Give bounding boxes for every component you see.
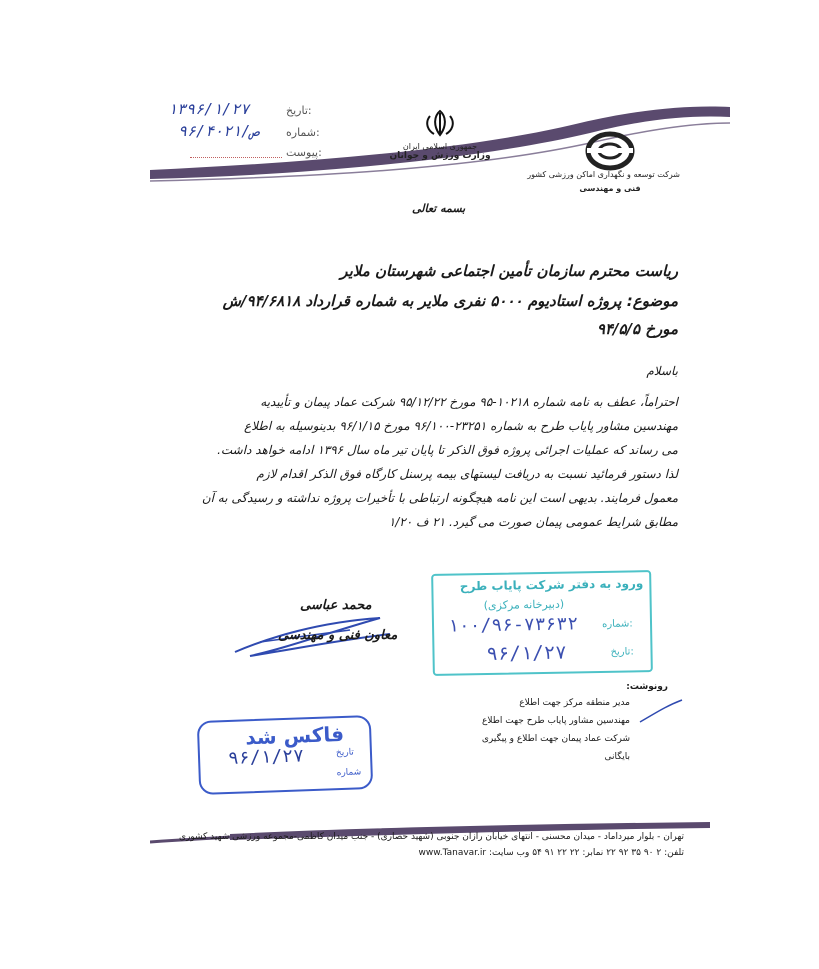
company-logo: [585, 130, 635, 172]
received-stamp-line1: ورود به دفتر شرکت پایاب طرح: [459, 576, 644, 594]
fax-stamp-title: فاکس شد: [244, 721, 345, 750]
received-date-label: تاریخ:: [610, 646, 634, 658]
signer-name: محمد عباسی: [300, 598, 372, 613]
received-stamp-line2: (دبیرخانه مرکزی): [483, 597, 565, 613]
fax-stamp: [197, 715, 373, 795]
invocation: بسمه تعالی: [412, 202, 466, 215]
cc-item-2: مهندسین مشاور پایاب طرح جهت اطلاع: [482, 716, 630, 726]
greeting: باسلام: [646, 364, 678, 378]
cc-item-3: شرکت عماد پیمان جهت اطلاع و پیگیری: [481, 734, 630, 744]
body-line-4: لذا دستور فرمائید نسبت به دریافت لیستهای بیمه پرسنل کارگاه فوق الذکر اقدام لازم: [256, 467, 678, 481]
ministry-line2: وزارت ورزش و جوانان: [389, 151, 491, 161]
received-stamp: [431, 570, 653, 676]
cc-heading: رونوشت:: [626, 682, 668, 692]
number-label: شماره:: [286, 126, 320, 139]
subject-line1: موضوع: پروژه استادیوم ۵۰۰۰ نفری ملایر به شماره قرارداد ۹۴/۶۸۱۸/ش: [222, 292, 678, 310]
ministry-block: [385, 108, 495, 168]
attachment-label: پیوست:: [286, 146, 322, 159]
subject-line2: مورخ ۹۴/۵/۵: [596, 320, 678, 338]
date-value: ۱۳۹۶/۱/۲۷: [168, 100, 250, 118]
attachment-dots: [190, 156, 282, 158]
company-line1: شرکت توسعه و نگهداری اماکن ورزشی کشور: [527, 170, 680, 179]
body-line-5: معمول فرمایند. بدیهی است این نامه هیچگونه ارتباطی با تأخیرات پروژه نداشته و رسیدگی به آن: [201, 491, 678, 505]
cc-check-mark: [636, 696, 686, 726]
footer-contact: تلفن: ۲ ۹۰ ۳۵ ۹۲ ۲۲ نمابر: ۲۲ ۲۲ ۹۱ ۵۴ وب سایت: www.Tanavar.ir: [418, 848, 684, 858]
cc-item-4: بایگانی: [604, 752, 630, 762]
date-label: تاریخ:: [286, 104, 312, 117]
fax-date-label: تاریخ: [335, 747, 355, 759]
fax-number-label: شماره: [336, 767, 362, 779]
letter-meta: [168, 100, 328, 170]
recipient: ریاست محترم سازمان تأمین اجتماعی شهرستان ملایر: [340, 262, 678, 280]
body-line-3: می رساند که عملیات اجرائی پروژه فوق الذکر تا پایان تیر ماه سال ۱۳۹۶ ادامه خواهد داشت.: [217, 443, 678, 457]
company-line2: فنی و مهندسی: [579, 184, 641, 193]
footer-address: تهران - بلوار میرداماد - میدان محسنی - انتهای خیابان رازان جنوبی (شهید حصاری) - جنب میدان کاظمی-مجموعه ورزشی شهید کشوری: [178, 832, 684, 842]
cc-item-1: مدیر منطقه مرکز جهت اطلاع: [519, 698, 630, 708]
ministry-line1: جمهوری اسلامی ایران: [402, 142, 478, 151]
company-logo-icon: [585, 130, 635, 172]
number-value: ص/۹۶/۴۰۲۱: [178, 122, 260, 140]
signer-title: معاون فنی و مهندسی: [278, 628, 398, 643]
body-line-2: مهندسین مشاور پایاب طرح به شماره ۲۳۲۵۱-۹۶/۱۰۰ مورخ ۹۶/۱/۱۵ بدینوسیله به اطلاع: [244, 419, 678, 433]
received-number-label: شماره:: [601, 618, 633, 630]
iran-emblem-icon: [420, 108, 460, 138]
body-line-6: مطابق شرایط عمومی پیمان صورت می گیرد. ۲۱ ف ۱/۲۰: [388, 515, 678, 529]
received-number-value: ۱۰۰/۹۶-۷۳۶۳۲: [447, 613, 579, 637]
received-date-value: ۹۶/۱/۲۷: [486, 641, 567, 665]
body-line-1: احتراماً، عطف به نامه شماره ۱۰۲۱۸-۹۵ مورخ ۹۵/۱۲/۲۲ شرکت عماد پیمان و تأییدیه: [260, 395, 678, 409]
fax-date-value: ۹۶/۱/۲۷: [227, 745, 305, 769]
